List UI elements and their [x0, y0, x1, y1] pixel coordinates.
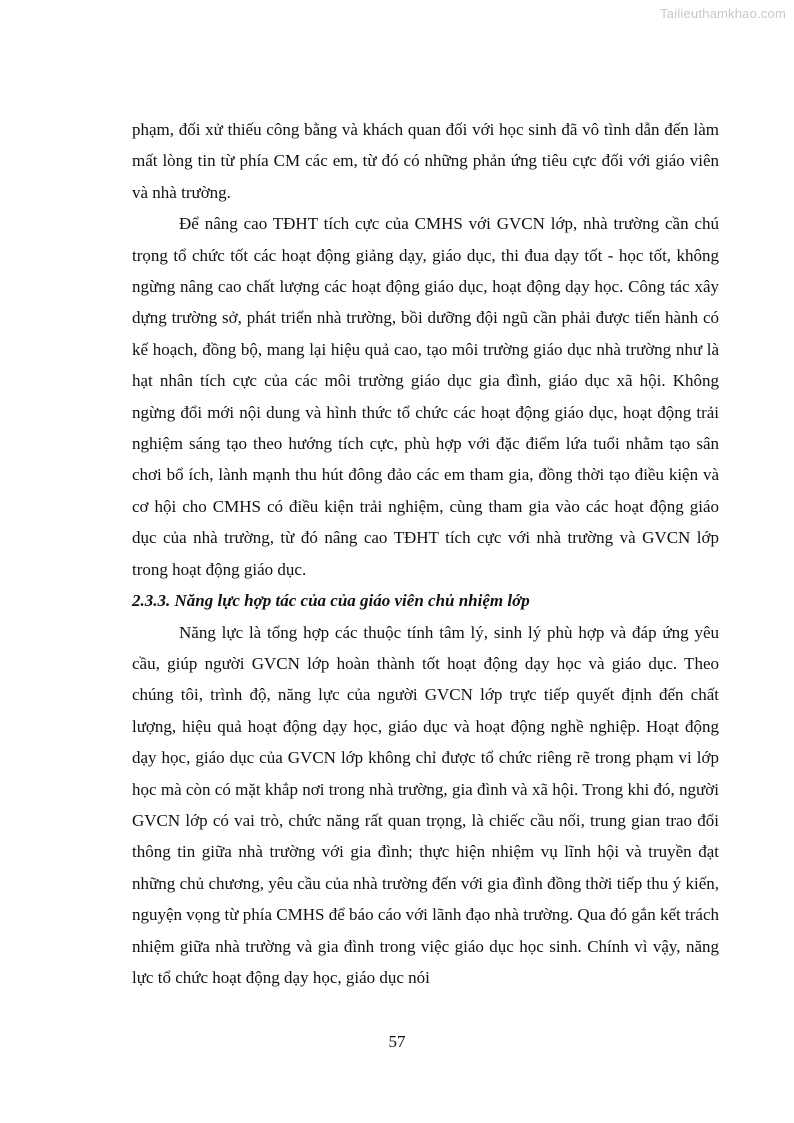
paragraph-competence: Năng lực là tổng hợp các thuộc tính tâm lý, sinh lý phù hợp và đáp ứng yêu cầu, giúp người GVCN lớp hoàn thành tốt hoạt động dạy học và giáo dục. Theo chúng tôi, trình độ, năng lực của người GVCN lớp trực tiếp quyết định đến chất lượng, hiệu quả hoạt động dạy học, giáo dục và hoạt động nghề nghiệp. Hoạt động dạy học, giáo dục của GVCN lớp không chỉ được tổ chức riêng rẽ trong phạm vi lớp học mà còn có mặt khắp nơi trong nhà trường, gia đình và xã hội. Trong khi đó, người GVCN lớp có vai trò, chức năng rất quan trọng, là chiếc cầu nối, trung gian trao đổi thông tin giữa nhà trường với gia đình; thực hiện nhiệm vụ lĩnh hội và truyền đạt những chủ chương, yêu cầu của nhà trường đến với gia đình đồng thời tiếp thu ý kiến, nguyện vọng từ phía CMHS để báo cáo với lãnh đạo nhà trường. Qua đó gắn kết trách nhiệm giữa nhà trường và gia đình trong việc giáo dục học sinh. Chính vì vậy, năng lực tổ chức hoạt động dạy học, giáo dục nói	[132, 622, 719, 987]
paragraph-improve-attitude: Để nâng cao TĐHT tích cực của CMHS với GVCN lớp, nhà trường cần chú trọng tổ chức tốt các hoạt động giảng dạy, giáo dục, thi đua dạy tốt - học tốt, không ngừng nâng cao chất lượng các hoạt động giáo dục, hoạt động dạy học. Công tác xây dựng trường sở, phát triển nhà trường, bồi dưỡng đội ngũ cần phải được tiến hành có kế hoạch, đồng bộ, mang lại hiệu quả cao, tạo môi trường giáo dục nhà trường như là hạt nhân tích cực của các môi trường giáo dục gia đình, giáo dục xã hội. Không ngừng đổi mới nội dung và hình thức tổ chức các hoạt động giáo dục, hoạt động trải nghiệm sáng tạo theo hướng tích cực, phù hợp với đặc điểm lứa tuổi nhằm tạo sân chơi bổ ích, lành mạnh thu hút đông đảo các em tham gia, đồng thời tạo điều kiện và cơ hội cho CMHS có điều kiện trải nghiệm, cùng tham gia vào các hoạt động giáo dục của nhà trường, từ đó nâng cao TĐHT tích cực với nhà trường và GVCN lớp trong hoạt động giáo dục.	[132, 214, 719, 579]
watermark: Tailieuthamkhao.com	[660, 6, 786, 21]
document-body	[132, 114, 719, 993]
page-number: 57	[388, 1032, 406, 1051]
section-heading: 2.3.3. Năng lực hợp tác của của giáo viên chủ nhiệm lớp	[132, 591, 530, 611]
paragraph-continued: phạm, đối xử thiếu công bằng và khách quan đối với học sinh đã vô tình dẫn đến làm mất lòng tin từ phía CM các em, từ đó có những phản ứng tiêu cực đối với giáo viên và nhà trường.	[132, 120, 719, 202]
